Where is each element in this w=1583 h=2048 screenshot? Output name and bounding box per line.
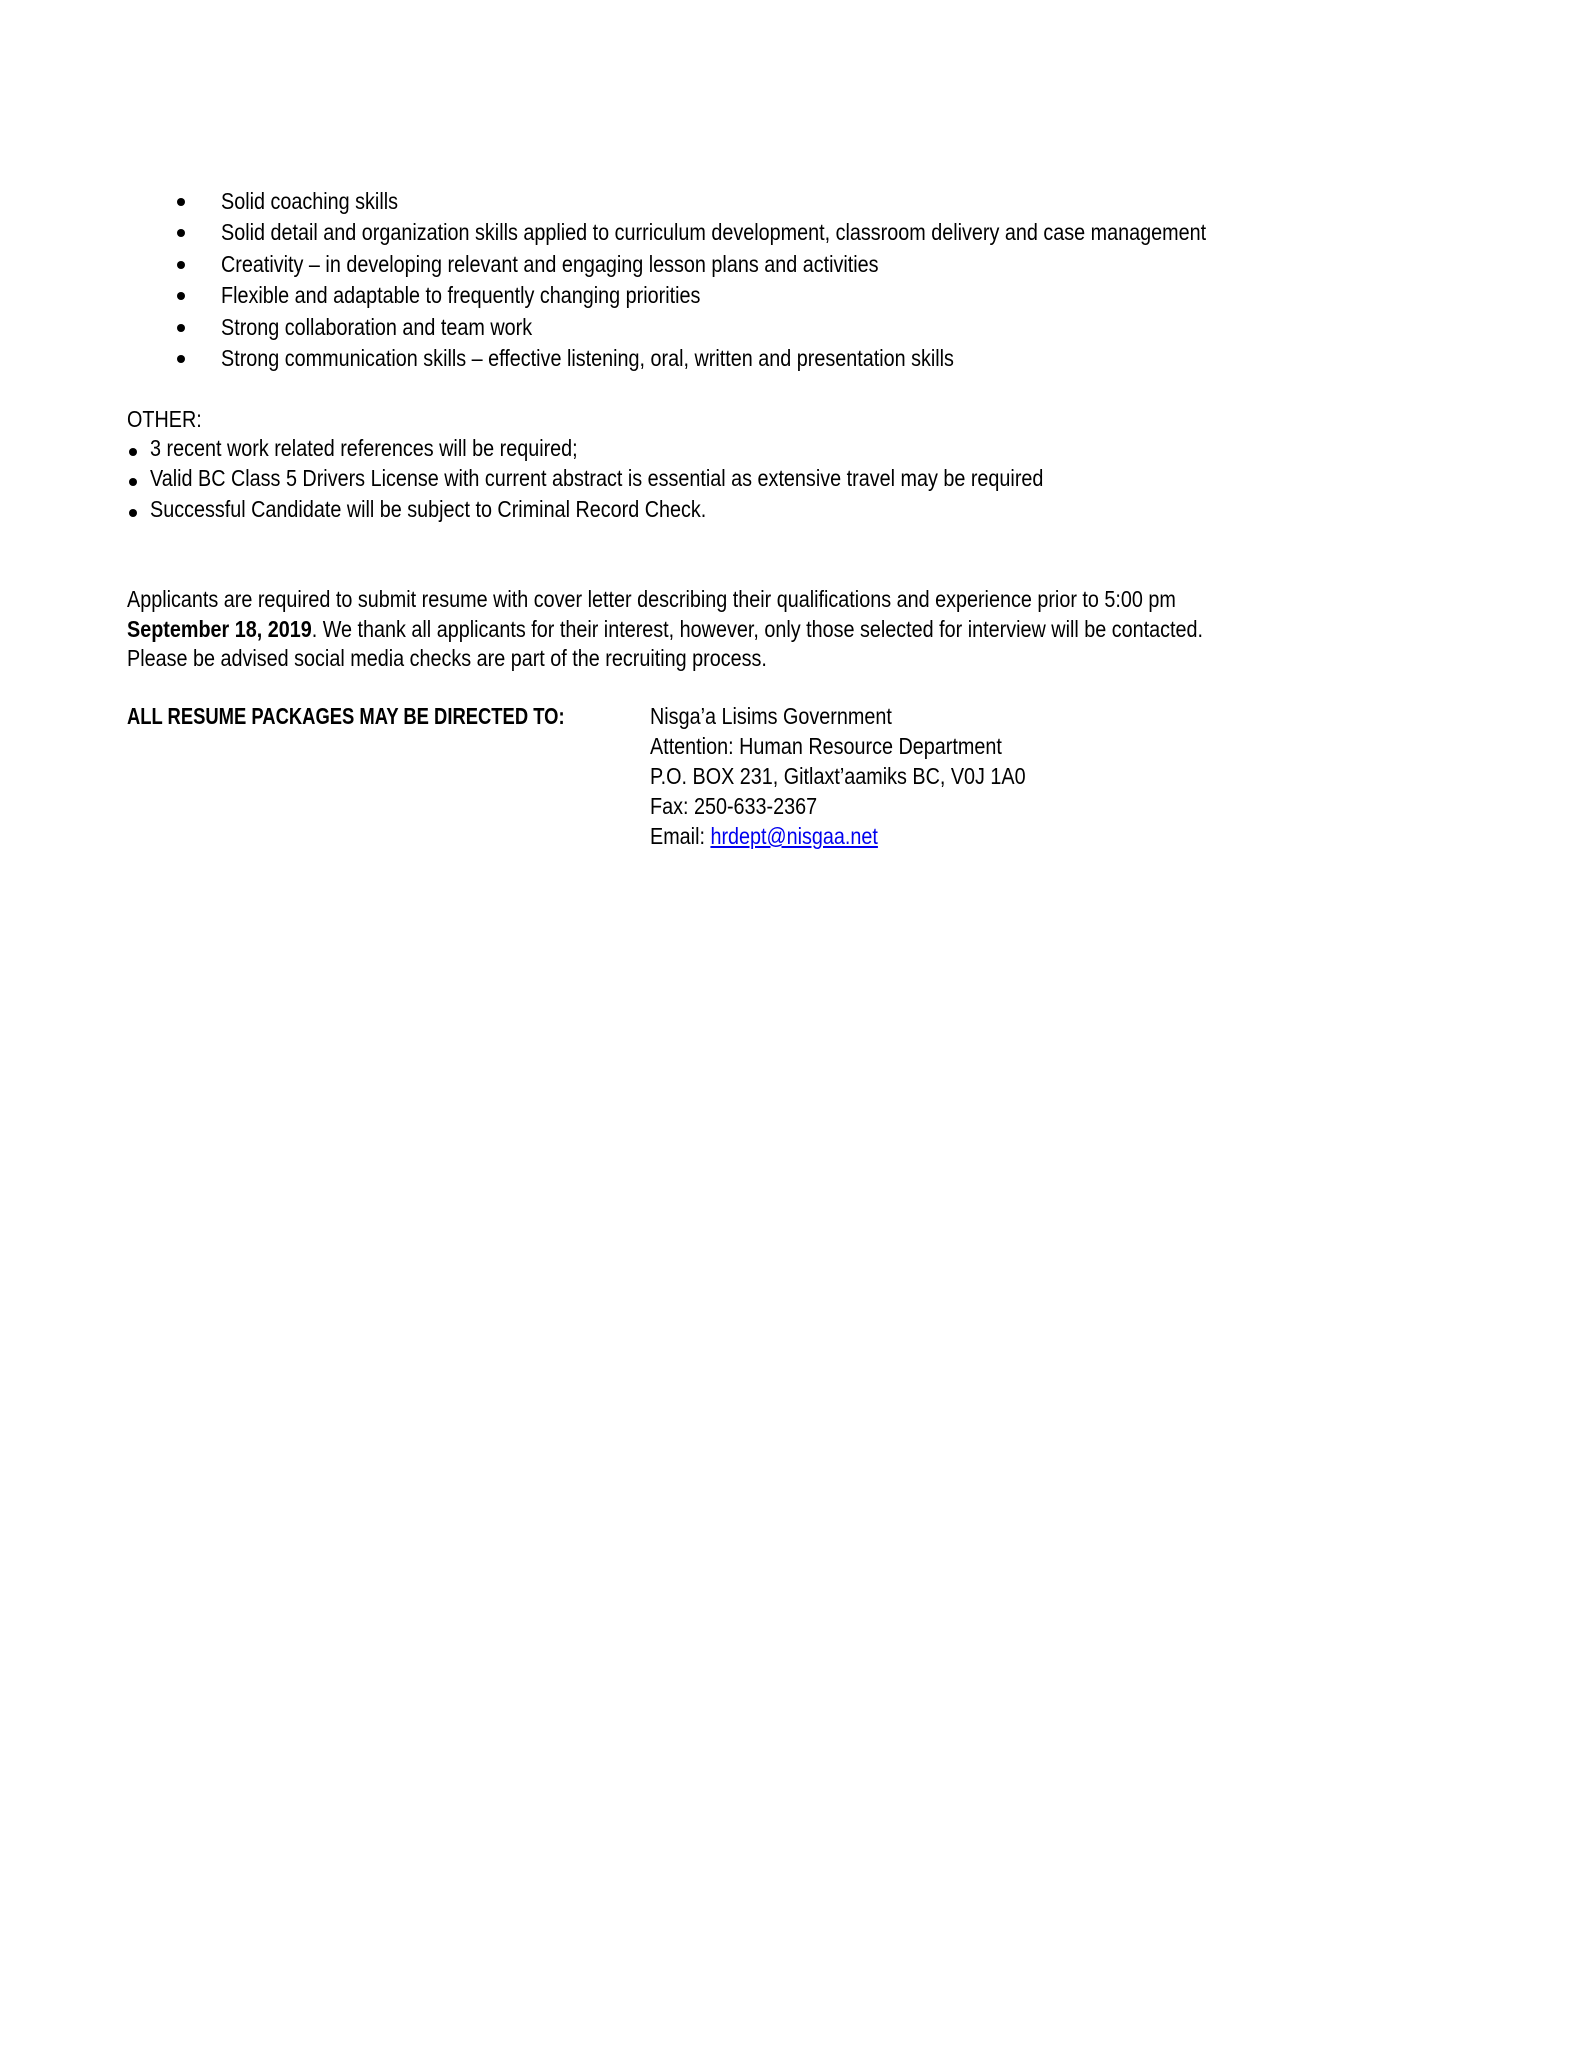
email-link[interactable]: hrdept@nisgaa.net <box>710 823 878 849</box>
list-item <box>127 312 1367 343</box>
skill-text: Solid coaching skills <box>221 188 399 214</box>
list-item <box>127 186 1367 217</box>
organization-name: Nisga’a Lisims Government <box>650 703 892 729</box>
list-item <box>127 280 1367 311</box>
skills-list <box>127 186 1367 374</box>
other-item-text: Valid BC Class 5 Drivers License with current abstract is essential as extensive travel may be required <box>150 465 1044 492</box>
other-heading: OTHER: <box>127 406 202 432</box>
contact-address <box>650 701 1087 851</box>
application-text-after: . We thank all applicants for their interest, however, only those selected for interview will be contacted. Please be advised social media checks are part of the recruiting process. <box>127 615 1204 671</box>
skill-text: Creativity – in developing relevant and engaging lesson plans and activities <box>221 250 879 277</box>
email-label: Email: <box>650 823 711 849</box>
application-paragraph <box>127 585 1240 674</box>
postal-address: P.O. BOX 231, Gitlaxt’aamiks BC, V0J 1A0 <box>650 763 1026 789</box>
attention-line: Attention: Human Resource Department <box>650 733 1002 759</box>
list-item <box>127 217 1367 248</box>
list-item <box>127 343 1367 374</box>
skill-text: Flexible and adaptable to frequently changing priorities <box>221 282 701 309</box>
application-deadline: September 18, 2019 <box>127 615 312 642</box>
bullet-icon <box>177 355 185 363</box>
email-line <box>650 821 1026 851</box>
bullet-icon <box>129 478 137 486</box>
other-item-text: 3 recent work related references will be required; <box>150 435 578 461</box>
bullet-icon <box>177 324 185 332</box>
other-list <box>127 433 1189 524</box>
skill-text: Strong collaboration and team work <box>221 313 533 340</box>
bullet-icon <box>177 198 185 206</box>
bullet-icon <box>177 261 185 269</box>
skill-text: Solid detail and organization skills applied to curriculum development, classroom delivery and case management <box>221 219 1207 246</box>
list-item <box>127 494 1189 524</box>
skill-text: Strong communication skills – effective listening, oral, written and presentation skills <box>221 344 954 371</box>
other-item-text: Successful Candidate will be subject to Criminal Record Check. <box>150 495 707 522</box>
bullet-icon <box>129 448 137 456</box>
directed-to-label: ALL RESUME PACKAGES MAY BE DIRECTED TO: <box>127 703 565 729</box>
bullet-icon <box>177 292 185 300</box>
bullet-icon <box>177 229 185 237</box>
application-text-before: Applicants are required to submit resume with cover letter describing their qualifications and experience prior to 5:00 pm <box>127 586 1176 612</box>
list-item <box>127 463 1189 493</box>
bullet-icon <box>129 509 137 517</box>
list-item <box>127 249 1367 280</box>
fax-line: Fax: 250-633-2367 <box>650 793 818 819</box>
list-item <box>127 433 1189 463</box>
